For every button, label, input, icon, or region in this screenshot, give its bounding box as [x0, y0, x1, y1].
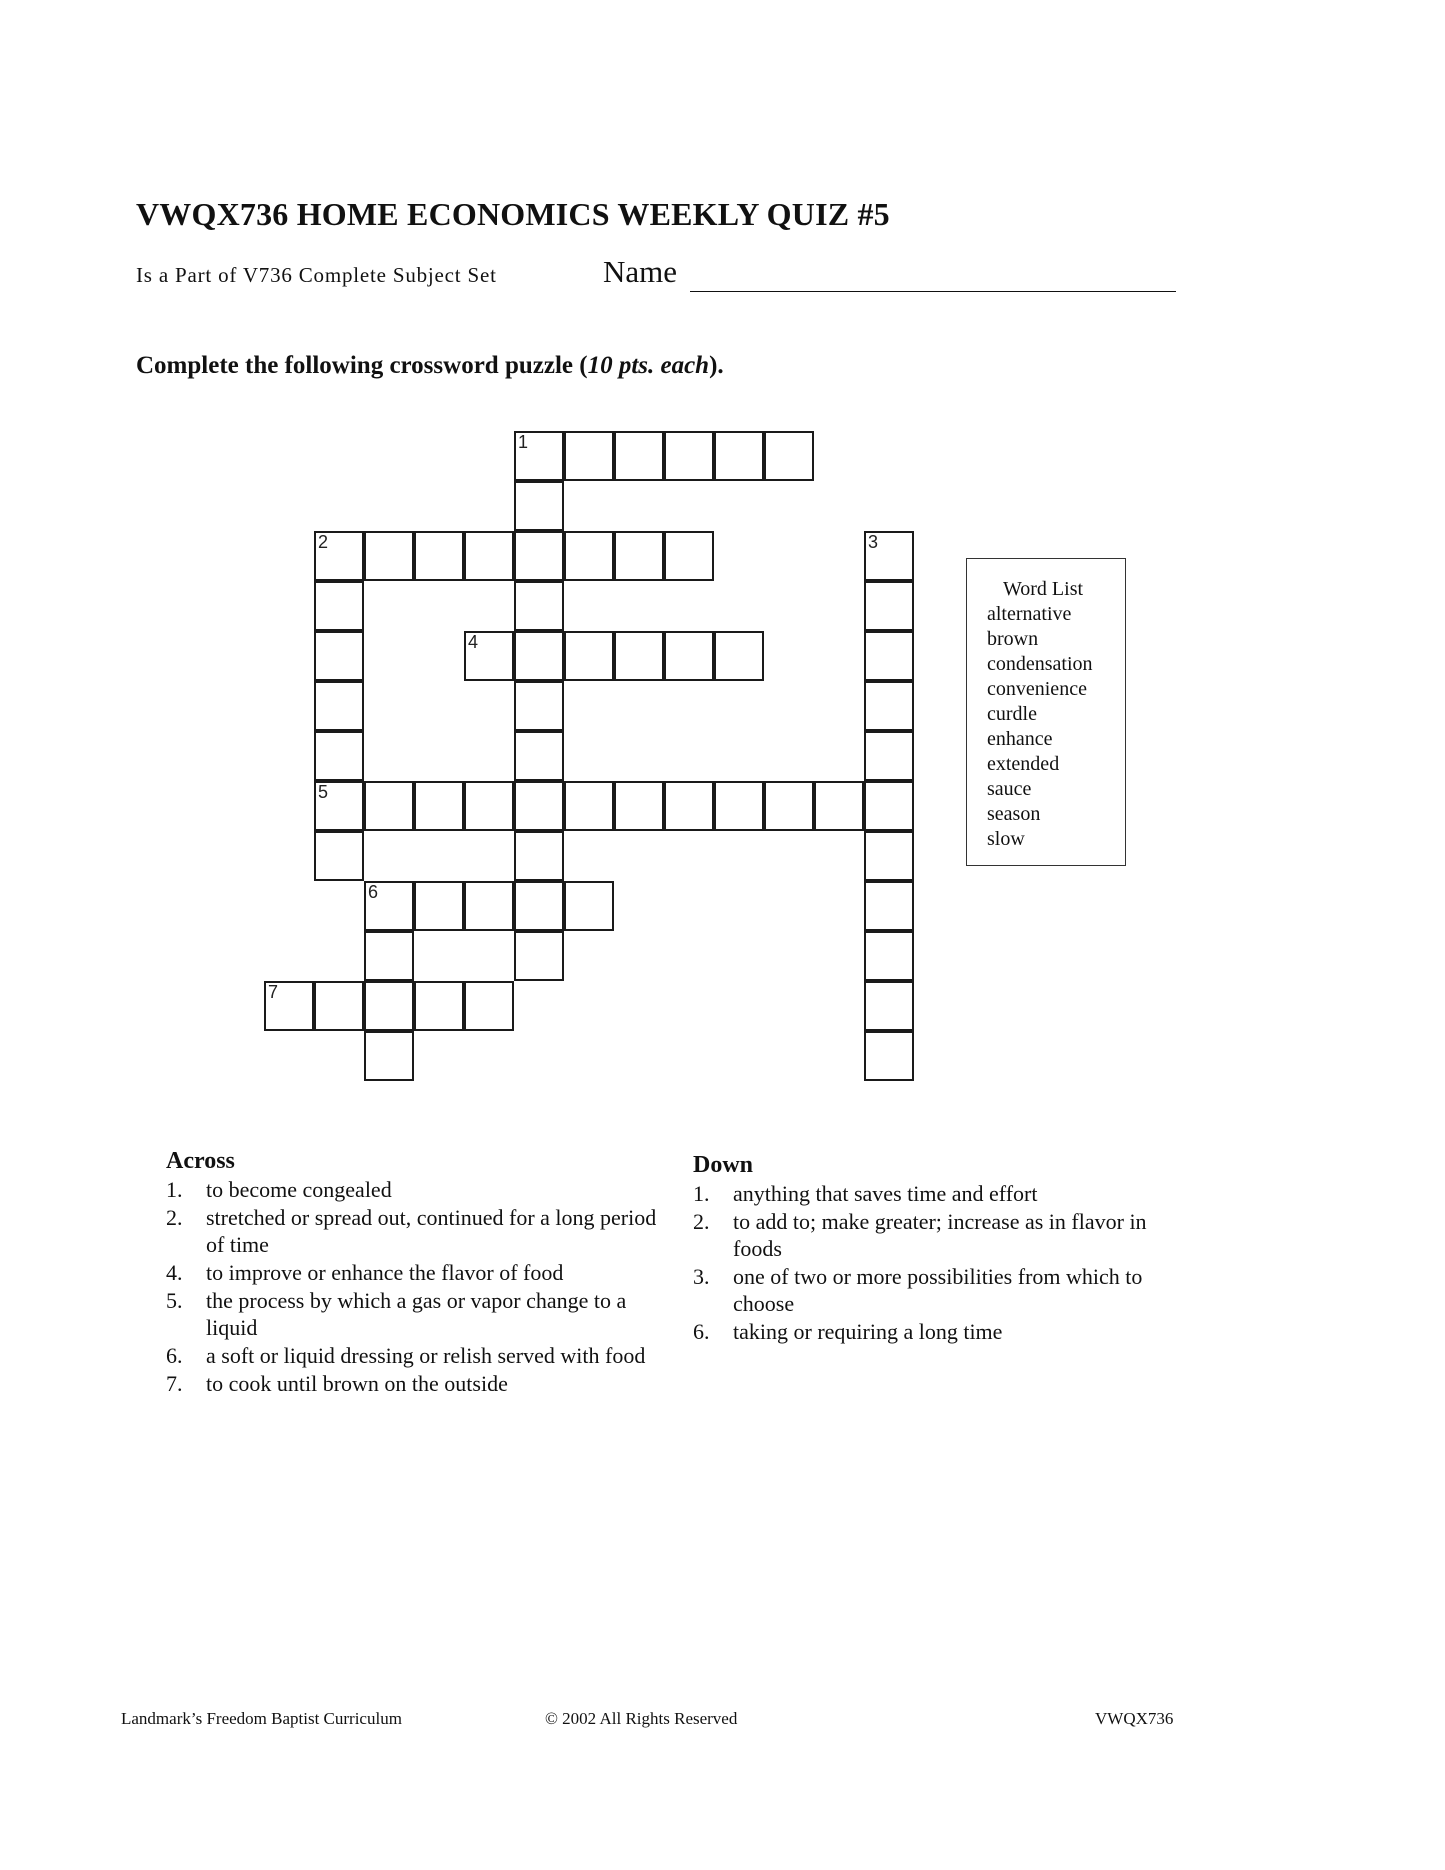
crossword-cell[interactable]	[364, 931, 414, 981]
clue-number: 6.	[166, 1343, 183, 1368]
crossword-cell[interactable]	[464, 781, 514, 831]
crossword-cell[interactable]	[464, 881, 514, 931]
word-list-item: curdle	[987, 703, 1037, 725]
word-list-item: season	[987, 803, 1041, 825]
across-clues	[166, 1148, 676, 1398]
clue-text: the process by which a gas or vapor change to a liquid	[206, 1288, 627, 1340]
crossword-cell[interactable]	[614, 531, 664, 581]
crossword-cell[interactable]	[464, 531, 514, 581]
clue-item	[166, 1370, 676, 1397]
crossword-cell[interactable]	[514, 681, 564, 731]
clue-item	[166, 1342, 676, 1369]
crossword-cell[interactable]	[364, 531, 414, 581]
crossword-cell[interactable]	[364, 1031, 414, 1081]
crossword-cell[interactable]	[664, 531, 714, 581]
clue-text: to become congealed	[206, 1177, 392, 1202]
crossword-cell[interactable]	[864, 681, 914, 731]
clue-item	[166, 1259, 676, 1286]
down-list	[693, 1180, 1193, 1345]
crossword-cell[interactable]	[314, 781, 364, 831]
clue-number: 2.	[693, 1209, 710, 1234]
clue-number-label: 3	[868, 532, 879, 552]
crossword-cell[interactable]	[564, 631, 614, 681]
crossword-cell[interactable]	[314, 631, 364, 681]
crossword-cell[interactable]	[564, 781, 614, 831]
footer-copyright: © 2002 All Rights Reserved	[545, 1709, 738, 1728]
crossword-cell[interactable]	[614, 431, 664, 481]
crossword-cell[interactable]	[714, 781, 764, 831]
crossword-cell[interactable]	[314, 731, 364, 781]
crossword-cell[interactable]	[464, 631, 514, 681]
clue-text: stretched or spread out, continued for a long period of time	[206, 1205, 657, 1257]
clue-number: 7.	[166, 1371, 183, 1396]
crossword-cell[interactable]	[314, 831, 364, 881]
crossword-cell[interactable]	[864, 1031, 914, 1081]
crossword-cell[interactable]	[714, 431, 764, 481]
name-field[interactable]	[690, 291, 1176, 292]
instructions-end: ).	[709, 352, 724, 379]
clue-number-label: 5	[318, 782, 329, 802]
crossword-cell[interactable]	[864, 781, 914, 831]
across-heading: Across	[166, 1148, 235, 1174]
crossword-cell[interactable]	[564, 881, 614, 931]
clue-number: 4.	[166, 1260, 183, 1285]
clue-number: 3.	[693, 1264, 710, 1289]
clue-number: 6.	[693, 1319, 710, 1344]
crossword-cell[interactable]	[764, 781, 814, 831]
clue-text: to add to; make greater; increase as in flavor in foods	[733, 1209, 1147, 1261]
crossword-cell[interactable]	[314, 681, 364, 731]
across-list	[166, 1176, 676, 1397]
crossword-cell[interactable]	[514, 781, 564, 831]
clue-item	[166, 1287, 676, 1341]
clue-text: a soft or liquid dressing or relish served with food	[206, 1343, 646, 1368]
clue-number-label: 6	[368, 882, 379, 902]
crossword-cell[interactable]	[514, 481, 564, 531]
crossword-cell[interactable]	[514, 931, 564, 981]
crossword-cell[interactable]	[564, 531, 614, 581]
crossword-cell[interactable]	[514, 731, 564, 781]
clue-number-label: 1	[518, 432, 529, 452]
crossword-cell[interactable]	[664, 431, 714, 481]
footer-code: VWQX736	[1095, 1709, 1174, 1728]
instructions	[136, 352, 724, 380]
crossword-cell[interactable]	[764, 431, 814, 481]
crossword-cell[interactable]	[514, 531, 564, 581]
clue-item	[693, 1318, 1193, 1345]
clue-number: 5.	[166, 1288, 183, 1313]
crossword-cell[interactable]	[514, 581, 564, 631]
crossword-cell[interactable]	[864, 581, 914, 631]
crossword-cell[interactable]	[514, 831, 564, 881]
clue-text: to cook until brown on the outside	[206, 1371, 508, 1396]
word-list	[987, 602, 1125, 852]
crossword-cell[interactable]	[364, 981, 414, 1031]
clue-item	[166, 1176, 676, 1203]
crossword-cell[interactable]	[414, 531, 464, 581]
subtitle: Is a Part of V736 Complete Subject Set	[136, 263, 497, 287]
clue-text: taking or requiring a long time	[733, 1319, 1003, 1344]
crossword-cell[interactable]	[514, 631, 564, 681]
crossword-cell[interactable]	[864, 881, 914, 931]
crossword-cell[interactable]	[664, 781, 714, 831]
clue-text: one of two or more possibilities from which to choose	[733, 1264, 1143, 1316]
clue-text: to improve or enhance the flavor of food	[206, 1260, 564, 1285]
crossword-cell[interactable]	[364, 881, 414, 931]
name-label: Name	[603, 254, 678, 289]
crossword-cell[interactable]	[564, 431, 614, 481]
footer-publisher: Landmark’s Freedom Baptist Curriculum	[121, 1709, 402, 1728]
crossword-cell[interactable]	[664, 631, 714, 681]
clue-number-label: 2	[318, 532, 329, 552]
word-list-box	[966, 558, 1126, 866]
crossword-cell[interactable]	[414, 981, 464, 1031]
crossword-cell[interactable]	[514, 881, 564, 931]
crossword-cell[interactable]	[864, 631, 914, 681]
word-list-item: convenience	[987, 678, 1087, 700]
instructions-points: 10 pts. each	[587, 352, 710, 379]
word-list-item: enhance	[987, 728, 1053, 750]
word-list-item: brown	[987, 628, 1039, 650]
clue-number: 2.	[166, 1205, 183, 1230]
crossword-cell[interactable]	[864, 531, 914, 581]
clue-item	[693, 1208, 1193, 1262]
clue-number-label: 4	[468, 632, 479, 652]
crossword-cell[interactable]	[864, 931, 914, 981]
crossword-cell[interactable]	[464, 981, 514, 1031]
crossword-cell[interactable]	[614, 781, 664, 831]
page-title: VWQX736 HOME ECONOMICS WEEKLY QUIZ #5	[136, 196, 890, 232]
crossword-cell[interactable]	[714, 631, 764, 681]
word-list-item: extended	[987, 753, 1060, 775]
crossword-cell[interactable]	[864, 981, 914, 1031]
word-list-item: alternative	[987, 603, 1072, 625]
word-list-title: Word List	[1003, 578, 1084, 600]
word-list-item: condensation	[987, 653, 1093, 675]
clue-number-label: 7	[268, 982, 279, 1002]
clue-item	[693, 1180, 1193, 1207]
crossword-cell[interactable]	[314, 981, 364, 1031]
crossword-cell[interactable]	[264, 981, 314, 1031]
crossword-cell[interactable]	[414, 781, 464, 831]
clue-text: anything that saves time and effort	[733, 1181, 1038, 1206]
crossword-cell[interactable]	[314, 581, 364, 631]
crossword-cell[interactable]	[514, 431, 564, 481]
word-list-item: sauce	[987, 778, 1032, 800]
crossword-cell[interactable]	[814, 781, 864, 831]
crossword-cell[interactable]	[614, 631, 664, 681]
crossword-cell[interactable]	[314, 531, 364, 581]
crossword-cell[interactable]	[864, 831, 914, 881]
crossword-cell[interactable]	[364, 781, 414, 831]
down-clues	[693, 1152, 1193, 1346]
clue-item	[693, 1263, 1193, 1317]
word-list-item: slow	[987, 828, 1025, 850]
crossword-cell[interactable]	[864, 731, 914, 781]
clue-item	[166, 1204, 676, 1258]
clue-number: 1.	[693, 1181, 710, 1206]
instructions-main: Complete the following crossword puzzle (	[136, 352, 588, 379]
down-heading: Down	[693, 1152, 754, 1178]
clue-number: 1.	[166, 1177, 183, 1202]
crossword-cell[interactable]	[414, 881, 464, 931]
